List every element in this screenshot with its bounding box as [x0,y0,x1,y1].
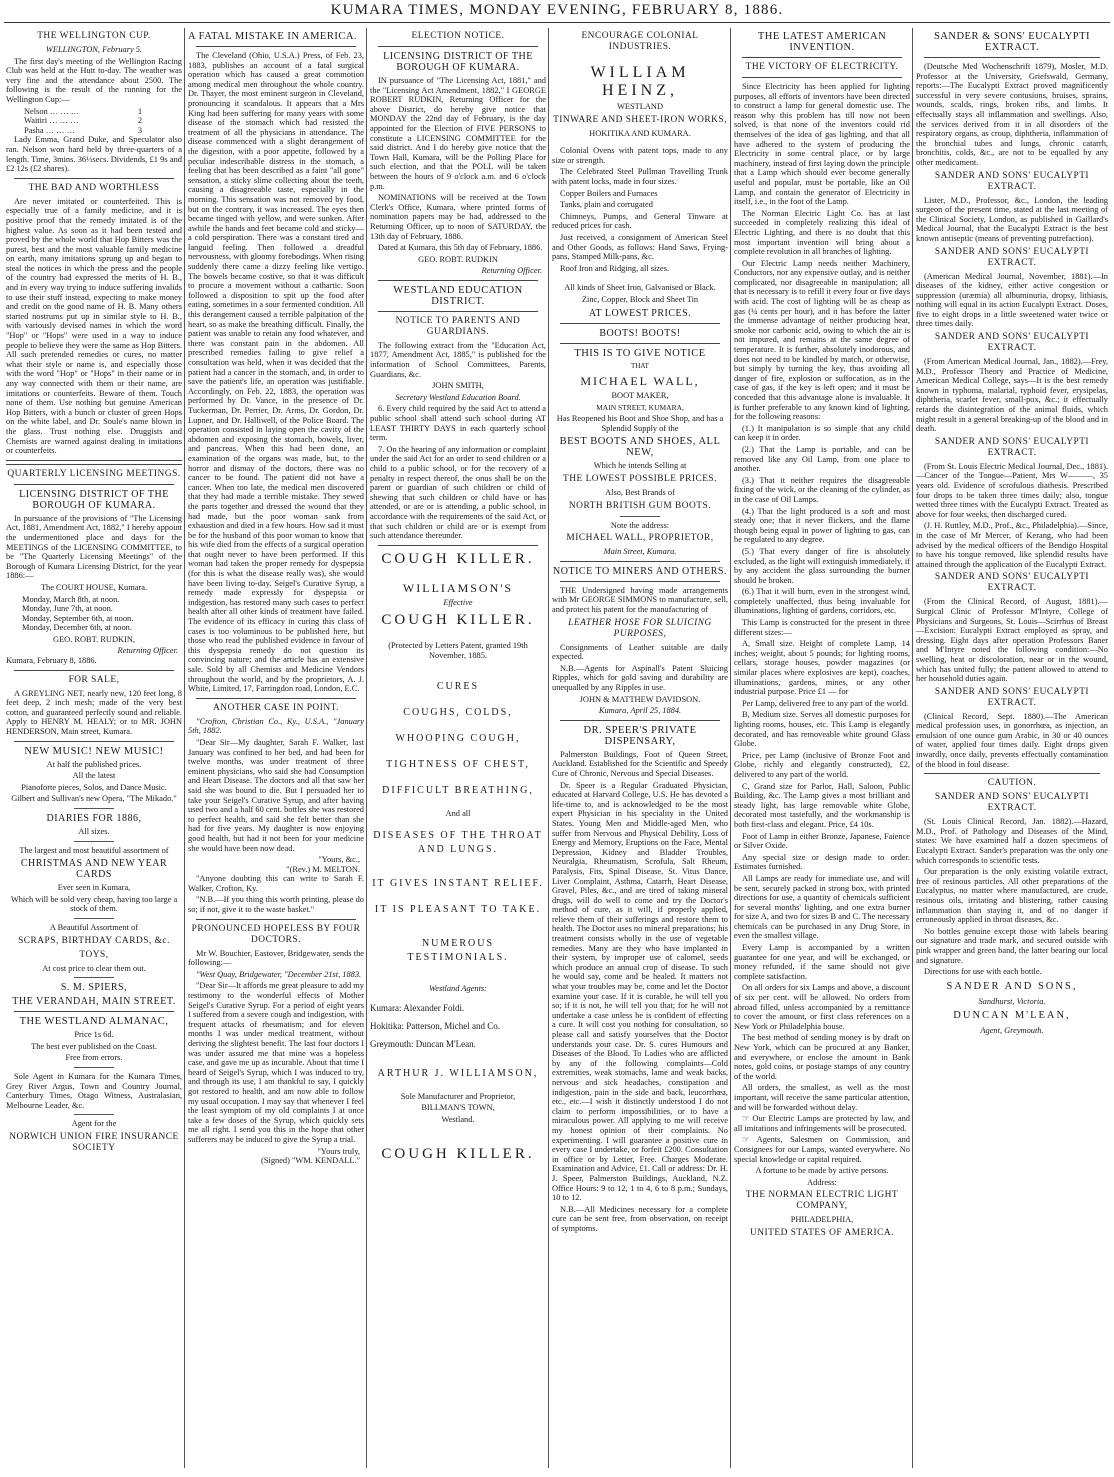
heinz-name: WILLIAM HEINZ, [590,64,690,99]
education-notice: NOTICE TO PARENTS AND GUARDIANS. [395,315,521,337]
cup-tail: Lady Emma, Grand Duke, and Speculator also ran. Nelson won hard held by three-quarters of a length. Time, 3mins. 36⅓secs. Dividends, £1 9s and £2 12s (£2 shares). [6,135,182,174]
divider [560,720,720,721]
boots-heading: BOOTS! BOOTS! [599,327,681,339]
sander-p5b: (J. H. Ruttley, M.D., Prof., &c., Philadelphia).—Since, in the case of Mr Mercer, of Kerang, who had been advised by the medical officers of the Bendigo Hospital to have his tongue removed, like splendid results have attained through the application of the Eucalypti Extract. [916,521,1108,569]
wall-addr: Main Street, Kumara. [603,547,677,557]
heinz-works: TINWARE AND SHEET-IRON WORKS, [553,114,727,125]
method-note: The best method of sending money is by draft on New York, which can be procured at any Banker, and everywhere, or enclose the amount in Bank notes, gold coins, or postage stamps of any country of the world. [734,1033,910,1081]
divider [378,46,538,47]
almanac-sub: The best ever published on the Coast. [31,1041,157,1051]
column-rule [366,28,367,1468]
maker-name: ARTHUR J. WILLIAMSON, [377,1067,539,1079]
diaries-heading: DIARIES FOR 1886, [46,813,142,824]
sander-subheading: SANDER AND SONS' EUCALYPTI EXTRACT. [934,572,1090,594]
agent-for: Agent for the [71,1119,117,1129]
size-a: A, Small size. Height of complete Lamp, 14 inches; weight, about 5 pounds; for lighting rooms, cellars, storage houses, powder magazines (or similar places where explosives are kept), coaches, illuminations, gardens, mines, or any other industrial purpose. Price £1 — for [734,639,910,697]
column-rule [730,28,731,1468]
xmas-line: Ever seen in Kumara, [57,883,131,893]
heinz-item: The Celebrated Steel Pullman Travelling Trunk with patent locks, made in four sizes. [552,167,728,186]
divider [74,977,114,978]
for-sale-body: A GREYLING NET, nearly new, 120 feet long, 8 feet deep, 2 inch mesh; made of the very best cotton, and guaranteed perfectly sound and reliable. Apply to HENRY M. HEALY; or to MR. JOHN HENDERSON, Main street, Kumara. [6,688,182,737]
music-line: Gilbert and Sullivan's new Opera, "The Mikado." [11,794,177,804]
sander-p1: (Deutsche Med Wochenschrift 1879), Mosler, M.D. Professor at the University, Griefswald, Germany, reports:—The Eucalypti Extract proved magnificently successful in very severe contusions, bruises, sprains, wounds, scalds, rings, broken ribs, and limbs. It effectually stays all inflammation and swellings. Also, the services derived from it in all disorders of the respiratory organs, as croup, diphtheria, inflammation of the bronchial tubes and lungs, chronic catarrh, bronchitis, colds, &c., are not to be equalled by any other medicament. [916,62,1108,167]
column-4 [552,28,728,1468]
norwich-union: NORWICH UNION FIRE INSURANCE SOCIETY [9,1131,179,1153]
cup-results [6,107,182,136]
wall-body: Has Reopened his Boot and Shoe Shop, and has a Splendid Supply of the [556,414,724,433]
diaries-sub: All sizes. [78,827,110,836]
sander-heading: SANDER & SONS' EUCALYPTI EXTRACT. [933,31,1091,53]
williamsons: WILLIAMSON'S [402,580,514,595]
election-dated: Dated at Kumara, this 5th day of February, 1886. [378,243,543,253]
divider [14,178,174,179]
cures-item: DIFFICULT BREATHING, [382,784,534,796]
reason-item: (5.) That every danger of fire is absolutely excluded, as the light will extinguish immediately, if by any accident the glass surrounding the burner should be broken. [734,546,910,585]
cures-item: TIGHTNESS OF CHEST, [386,758,530,770]
cures-item: COUGHS, COLDS, [403,706,513,718]
licensing-date: Kumara, February 8, 1886. [6,656,97,666]
miners-body: THE Undersigned having made arrangements with Mr GEORGE SIMMONS to manufacture, sell, and protect his patent for the manufacturing of [552,585,728,615]
wall-street: MAIN STREET, KUMARA, [596,402,684,412]
size-b: B, Medium size. Serves all domestic purposes for lighting rooms, houses, etc. This Lamp is elegantly decorated, and has removeable white ground Glass Globe. [734,710,910,749]
sander-subheading: SANDER AND SONS' EUCALYPTI EXTRACT. [934,436,1090,458]
election-role: Returning Officer. [481,266,542,276]
cup-dateline: WELLINGTON, February 5. [45,45,143,54]
election-signature: GEO. ROBT. RUDKIN [418,254,498,264]
heinz-item: Copper Boilers and Furnaces [560,188,658,198]
encourage-heading: ENCOURAGE COLONIAL INDUSTRIES. [581,31,699,52]
cures-item: WHOOPING COUGH, [395,732,521,744]
another-case-ps1: "Anyone doubting this can write to Sarah F. Walker, Crofton, Ky. [188,874,364,893]
divider [560,323,720,324]
heinz-sheet: All kinds of Sheet Iron, Galvanised or Black. [564,283,716,293]
verandah-address: THE VERANDAH, MAIN STREET. [12,996,176,1008]
speer-nb: N.B.—All Medicines necessary for a complete cure can be sent free, from observation, on receipt of symptoms. [552,1204,728,1233]
protected-note: ☞ Our Electric Lamps are protected by law, and all imitations and infringements will be prosecuted. [734,1114,910,1133]
orders-note: All orders, the smallest, as well as the most important, will receive the same particular attention, and will be forwarded without delay. [734,1083,910,1112]
wall-note: Note the address: [610,520,670,530]
divider [74,1114,114,1115]
education-signature: JOHN SMITH, [432,381,484,391]
agents-heading: Westland Agents: [429,984,487,994]
sander-signature: SANDER AND SONS, [946,980,1078,992]
miners-consign: Consignments of Leather suitable are daily expected. [552,642,728,662]
wall-that: THAT [631,361,649,370]
heinz-prices: AT LOWEST PRICES. [588,307,692,319]
cup-body: The first day's meeting of the Wellington Racing Club was held at the Hutt to-day. The weather was very fine and the attendance about 2500. The following is the result of the running for the Wellington Cup:— [6,56,182,104]
wall-best: BEST BOOTS AND SHOES, ALL NEW, [559,436,721,459]
cures-item: DISEASES OF THE THROAT AND LUNGS. [373,830,543,856]
cough-killer-heading: COUGH KILLER. [381,550,535,567]
divider [14,741,174,742]
sander-subheading: SANDER AND SONS' EUCALYPTI EXTRACT. [934,170,1090,192]
sizes-intro: This Lamp is constructed for the present in three different sizes:— [734,618,910,637]
maker-role: Sole Manufacturer and Proprietor, [400,1091,516,1101]
another-case-ps2: "N.B.—If you thing this worth printing, please do so; if not, give it to the waste basket." [188,895,364,915]
masthead: KUMARA TIMES, MONDAY EVENING, FEBRUARY 8, 1886. [330,2,784,18]
reason-item: (2.) That the Lamp is portable, and can be removed like any Oil Lamp, from one place to another. [734,444,910,474]
wall-trade: BOOT MAKER, [611,391,669,401]
electric-body-2: The Norman Electric Light Co. has at last succeeded in completely realizing this ideal of Electric Lighting, and there is no doubt that this most important invention will bring about a complete revolution in all branches of lighting. [734,208,910,257]
licensing-body: In pursuance of the provisions of "The Licensing Act, 1881, Amendment Act, 1882," I hereby appoint the undermentioned place and days for the MEETINGS of the LICENSING COMMITTEE, to be "The Quarterly Licensing Meetings" of the Borough of Kumara Licensing District, for the year 1886:— [6,513,182,581]
size-a-price: Per Lamp, delivered free to any part of the world. [742,698,909,708]
agent-name: DUNCAN M'LEAN, [953,1010,1071,1022]
divider [74,808,114,809]
ready-note: All Lamps are ready for immediate use, and will be sent, securely packed in strong box, with printed directions for use, a quantity of chemicals sufficient for several months' lighting, and one extra burner for size A, and two for sizes B and C. The necessary chemicals can be purchased in any Drug Store, in even the smallest village. [734,873,910,941]
fortune-note: A fortune to be made by active persons. [755,1166,889,1176]
licensing-place: The COURT HOUSE, Kumara. [40,582,148,592]
divider [560,343,720,344]
divider [196,698,356,699]
reason-item: (3.) That it neither requires the disagreeable fixing of the wick, or the cleaning of the cylinder, as in the case of Oil Lamps. [734,475,910,504]
education-heading: WESTLAND EDUCATION DISTRICT. [393,284,523,307]
speer-body: Dr. Speer is a Regular Graduated Physician, educated at Harvard College, U.S. He has devoted a life-time to, and is acknowledged to be the most expert Physician in his speciality in the United States. Young Men and Middle-aged Men, who suffer from Nervous and Physical Debility, Loss of Energy and Memory, Eruptions on the Face, Mental Depression, Kidney and Bladder Troubles, Neuralgia, Rheumatism, Scrofula, Salt Rheum, Paralysis, Fits, Spinal Disease, St. Vitus Dance, Liver Complaint, Asthma, Catarrh, Heart Disease, Gravel, Piles, &c., and are tired of taking mineral drugs, will do well to come and try the Doctor's method of cure, as it will, if properly applied, relieve them of their sufferings and restore them to health. The Doctor uses no mineral preparations; his treatment consists wholly in the use of vegetable remedies. Many are they who have implanted in their system, by improper use of calomel, seeds which produce an annual crop of disease. To such he would say, come and be healed. It matters not what your troubles may be, come and let the Doctor examine your case. If it is curable, he will tell you so; if it is not, he will tell you that; for he will not undertake a case unless he is confident of effecting a cure. It will cost you nothing for consultation, so please call and satisfy yourselves that the Doctor understands your case. Dr. S. cures Humours and Diseases of the Blood. To Ladies who are afflicted by any of the following complaints—Cold extremities, weak stomachs, lame and weak backs, nervous and sick headaches, constipation and indigestion, pain in the side and back, leucorrhœa, etc., etc.—I wish it distinctly understood I do not claim to perform impossibilities, or to have a miraculous power. All applying to me will receive my honest opinion of their complaints. No experimenting. I will guarantee a positive cure in every case I undertake, or forfeit £200. Consultation in office or by Letter, Free. Charges Moderate. Examination and Advice, £1. Call or address: Dr. H. J. Speer, Palmerston Buildings, Auckland, N.Z. Office Hours: 9 to 12, 1 to 4, 6 to 8 p.m.; Sundays, 10 to 12. [552,780,728,1203]
education-p7: 7. On the hearing of any information or complaint under the said Act for an order to send children or a child to a public school, or for the recovery of a penalty in respect thereof, the onus shall be on the parent or guardian of such children or child of shewing that such children or child have or has attended, or are or is attending, a public school, in accordance with the requirements of the said Act, or that such children or child are or is exempt from such attendance thereunder. [370,444,546,541]
xmas-intro: The largest and most beautiful assortment of [19,845,169,855]
bad-worthless-body: Are never imitated or counterfeited. This is especially true of a family medicine, and it is positive proof that the remedy imitated is of the highest value. As soon as it had been tested and proved by the whole world that Hop Bitters was the purest, best and the most valuable family medicine on earth, many imitations sprung up and began to steal the notices in which the press and the people of the country had expressed the merits of H. B., and in every way trying to induce suffering invalids to use their stuff instead, expecting to make money and credit on the good name of H. B. Many others started nostrums put up in similar style to H. B., with variously devised names in which the word "Hop" or "Hops" were used in a way to induce people to believe they were the same as Hop Bitters. All such pretended remedies or cures, no matter what their style or name is, and especially those with the word "Hop" or "Hops" in their name or in any way connected with them or their name, are imitations or counterfeits. Beware of them. Touch none of them. Use nothing but genuine American Hop Bitters, with a bunch or cluster of green Hops on the white label, and Dr. Soule's name blown in the glass. Trust nothing else. Druggists and Chemists are warned against dealing in imitations or counterfeits. [6,196,182,456]
education-p6: 6. Every child required by the said Act to attend a public school shall attend such school during AT LEAST THIRTY DAYS in each quarterly school term. [370,404,546,443]
hopeless-body: "Dear Sir—It affords me great pleasure to add my testimony to the wonderful effects of Mother Seigel's Curative Syrup. For a period of eight years I suffered from a severe cough and indigestion, with frequent attacks of rheumatism; and for eleven months I was under medical treatment, without deriving the slightest benefit. The last four doctors I was under assured me that mine was a hopeless case, and gave me up as incurable. About that time I heard of Seigel's Syrup, which I was induced to try, and through its use, I am thankful to say, I quickly got restored to health, and am now able to follow my usual occupation. I may say that whenever I feel the least symptom of my old complaints I at once take a few doses of the Syrup, which quickly sets me all right. I send you this in the hope that other sufferers may be induced to give the Syrup a trial. [188,981,364,1144]
divider [742,57,902,58]
heinz-sub: WESTLAND [616,102,664,111]
hopeless-intro: Mr W. Bouchier, Eastover, Bridgewater, sends the following:— [188,948,364,968]
cough-killer-title: COUGH KILLER. [381,612,535,629]
sander-p8: (St. Louis Clinical Record, Jan. 1882).—Hazard, M.D., Prof. of Pathology and Diseases of the Mind, states: We have examined half a dozen specimens of Eucalypti Extract. Sander's preparation was the only one which corresponds to scientific tests. [916,817,1108,865]
election-body: IN pursuance of "The Licensing Act, 1881," and the "Licensing Act Amendment, 1882," I GEORGE ROBERT RUDKIN, Returning Officer for the above District, do hereby give notice that MONDAY the 22nd day of February, is the day appointed for the Election of FIVE PERSONS to constitute a LICENSING COMMITTEE for the said district. And I do hereby give notice that the Town Hall, Kumara, will be the Polling Place for such election, and that the POLL will be taken between the hours of 9 o'clock a.m. and 6 o'clock p.m. [370,76,546,191]
sander-p9: Our preparation is the only existing volatile extract, free of resinous particles. All other preparations of the Eucalyptus, no matter where manufactured, are crude, resinous oils, irritating and blistering, rather causing inflammation than staying it, and of no danger if erroneously applied in throat diseases, &c. [916,867,1108,925]
protected-note: (Protected by Letters Patent, granted 19th November, 1885. [388,641,528,660]
sander-p5: (From St. Louis Electric Medical Journal, Dec., 1881).—Cancer of the Tongue—Patient, Mrs W———, 35 years old. Evidence of scrofulous diathesis. Prescribed four drops to be taken three times daily; also, tongue wetted three times with the Eucalypti Extract. Treated as above for four weeks, then discharged cured. [916,461,1108,519]
new-music-heading: NEW MUSIC! NEW MUSIC! [24,745,164,757]
testimonials: NUMEROUS TESTIMONIALS. [407,938,509,964]
almanac-heading: THE WESTLAND ALMANAC, [19,1016,169,1028]
column-5 [734,28,910,1468]
effective: Effective [443,597,473,607]
column-3 [370,28,546,1468]
licensing-signature: GEO. ROBT. RUDKIN, [53,634,135,644]
latest-invention-heading: THE LATEST AMERICAN INVENTION. [757,31,887,53]
company-city: PHILADELPHIA, [790,1215,854,1225]
divider [560,561,720,562]
divider [74,841,114,842]
discount-note: On all orders for six Lamps and above, a discount of six per cent. will be allowed. No orders from abroad filled, unless accompanied by a remittance to cover the amount, or first class references on a New York or Philadelphia house. [734,983,910,1031]
heinz-item: Colonial Ovens with patent tops, made to any size or strength. [552,146,728,165]
wall-prices: THE LOWEST POSSIBLE PRICES. [563,474,717,485]
sander-place: Sandhurst, Victoria. [978,996,1046,1006]
reason-item: (6.) That it will burn, even in the strongest wind, completely unaffected, thus being invaluable for illuminations, lighting of gardens, corridors, etc. [734,587,910,616]
column-rule [184,28,185,1468]
new-music-sub: At half the published prices. [46,759,142,769]
size-c: C, Grand size for Parlor, Hall, Saloon, Public Building, &c. The Lamp gives a most brilliant and steady light, has large removable white Globe, decorated most tastefully, and the workmanship is both first-class and elegant. Price, £4 10s. [734,781,910,829]
wall-sell: Which he intends Selling at [593,461,687,471]
cough-killer-footer: COUGH KILLER. [381,1145,535,1162]
victory-heading: THE VICTORY OF ELECTRICITY. [745,62,899,72]
column-1 [6,28,182,1468]
miners-nb: N.B.—Agents for Aspinall's Patent Sluicing Ripples, which for gold saving and durability are unequalled by any Ripples in use. [552,663,728,692]
election-title: LICENSING DISTRICT OF THE BOROUGH OF KUMARA. [383,51,533,73]
sander-p10: No bottles genuine except those with labels bearing our signature and trade mark, and secured outside with pink wrapper and green band, the latter bearing our local and signature. [916,926,1108,965]
wall-gum: NORTH BRITISH GUM BOOTS. [568,500,712,511]
special-size: Any special size or design made to order. Estimates furnished. [734,852,910,872]
education-body: The following extract from the "Education Act, 1877, Amendment Act, 1885," is published for the information of School Committees, Parents, Guardians, &c. [370,340,546,379]
heinz-zinc: Zinc, Copper, Block and Sheet Tin [581,294,699,304]
scraps-intro: A Beautiful Assortment of [49,922,139,932]
heinz-location: HOKITIKA AND KUMARA. [589,128,691,138]
hopeless-signature: (Signed) "WM. KENDALL." [261,1156,360,1166]
another-case-yours: "Yours, &c., [318,855,360,865]
wall-intro: THIS IS TO GIVE NOTICE [574,347,706,359]
spiers-name: S. M. SPIERS, [60,982,128,994]
for-sale-heading: FOR SALE, [68,674,120,685]
heinz-items [552,146,728,273]
divider [14,484,174,485]
result-row: Nelson … … … 1 [24,106,142,116]
divider [378,545,538,546]
sander-p4: (From American Medical Journal, Jan., 1882).—Frey, M.D., Professor Theory and Practice of Medicine, American Medical College, says—It is the best remedy known in typhoma, malarial, typhoid fever, erysipelas, diphtheria, scarlet fever, small-pox, &c.; it effectually retards the disintegration of the animal fluids, which might result in a general breaking-up of the blood and in death. [916,357,1108,434]
agent-item: Kumara: Alexander Foldi. [370,1002,465,1013]
almanac-price: Price 1s 6d. [74,1030,114,1040]
divider [924,57,1100,58]
wall-name: MICHAEL WALL, [580,374,700,389]
divider [196,46,356,47]
divider [6,460,182,465]
electric-body-3: Our Electric Lamp needs neither Machinery, Conductors, nor any expensive outlay, and is neither complicated, nor disagreeable in manipulation; all that is necessary is to refill it every four or five days with acid. The cost of lighting will be as cheap as gas (¼ cents per hour), and it has before the latter the immense advantage of neither producing heat, smoke nor carbonic acid, owing to which the air is not impured, and remains at the same degree of temperature. It is further, absolutely inodorous, and does not need to be kindled by match, or otherwise, but simply by turning the key, thus avoiding all danger of fire, explosion or suffocation, as in the case of gas, if the key is left open; and it must be conceded that this advantage alone is invaluable. It is further preferable to any known kind of lighting, for the following reasons: [734,258,910,422]
education-role: Secretary Westland Education Board. [395,392,521,402]
agents-note: ☞ Agents, Salesmen on Commission, and Consignees for our Lamps, wanted everywhere. No special knowledge or capital required. [734,1135,910,1164]
fatal-mistake-body: The Cleveland (Ohio, U.S.A.) Press, of Feb. 23, 1883, publishes an account of a fatal surgical operation which has caused a great commotion among medical men throughout the whole country. Dr. Thayer, the most eminent surgeon in Cleveland, pronouncing it scandalous. It appears that a Mrs King had been suffering for many years with some disease of the stomach which had resisted the treatment of all the physicians in attendance. The disease commenced with a slight derangement of the digestion, with a poor appetite, followed by a peculiar indescribable distress in the stomach, a feeling that has been described as a faint "all gone" sensation, a sticky slime collecting about the teeth, causing a disagreeable taste, especially in the morning. This sensation was not removed by food, but on the contrary, it was increased. The eyes then became tinged with yellow, and were sunken. After awhile the hands and feet became cold and sticky—a cold perspiration. There was a constant tired and languid feeling. Then followed a dreadful nervousness, with gloomy forebodings. When rising suddenly there came a dizzy feeling like vertigo. The bowels became costive, so that it was difficult to procure a movement without a cathartic. Soon followed a disposition to spit up the food after eating, sometimes in a sour fermented condition. All this derangement caused a terrible palpitation of the heart, so as make the breathing difficult. Finally, the patient was unable to retain any food whatever, and there was constant pain in the abdomen. All prescribed remedies failing to give relief a consultation was held, when it was decided that the patient had a cancer in the stomach, and, in order to save the patient's life, an operation was justifiable. Accordingly, on Feb. 22, 1883, the operation was performed by Dr. Vance, in the presence of Dr. Tuckerman, Dr. Perrier, Dr. Arms, Dr. Gordon, Dr. Lupner, and Dr. Halliwell, of the Police Board. The operation consisted in laying open the cavity of the abdomen and exposing the stomach, bowels, liver, and pancreas. When this had been done, an examination of the organs was made, but, to the horror and dismay of the doctors, there was no cancer to be found. The patient did not have a cancer. When too late, the medical men discovered that they had made a terrible mistake. They sewed the parts together and dressed the wound that they had made, but the poor woman sank from exhaustion and died in a few hours. How sad it must be for the husband of this poor woman to know that his wife died from the effects of a surgical operation that ought never to have been performed. If this woman had taken the proper remedy for dyspepsia (for this is what the disease really was), she would have been living to-day. Seigel's Curative Syrup, a remedy made expressly for dyspepsia or indigestion, has restored many such cases to perfect health after all other kinds of treatment have failed. The evidence of its efficacy in curing this class of cases is too voluminous to be published here, but those who read the published evidence in favour of this dyspepsia remedy do not question its convincing nature; and the article has an extensive sale. Sold by all Chemists and Medicine Vendors throughout the world, and by the proprietors, A. J. White, Limited, 17, Farringdon road, London, E.C. [188,51,364,694]
heinz-item: Chimneys, Pumps, and General Tinware at reduced prices for cash. [552,211,728,231]
reason-item: (1.) It manipulation is so simple that any child can keep it in order. [734,423,910,443]
election-heading: ELECTION NOTICE. [411,31,505,41]
divider [924,773,1100,774]
another-case-dateline: "Crofton, Christian Co., Ky., U.S.A., "January 5th, 1882. [188,716,364,736]
hopeless-dateline: "West Quay, Bridgewater, "December 21st, 1883. [196,969,362,979]
agent-text: Sole Agent in Kumara for the Kumara Times, Grey River Argus, Town and Country Journal, Canterbury Times, Otago Witness, Australasian, Melbourne Leader, &c. [6,1071,182,1110]
wall-prop: MICHAEL WALL, PROPRIETOR, [566,533,714,544]
almanac-free: Free from errors. [65,1053,123,1063]
agent-place: Agent, Greymouth. [980,1026,1044,1036]
electric-body-1: Since Electricity has been applied for lighting purposes, all efforts of inventors have been directed to construct a lamp for general domestic use. The reason why this problem has till now not been solved, is that none of the inventors could rid themselves of the idea of gas lighting, and that all have adhered to the system of producing the Electricity in some central place, or by large machinery, instead of first laying down the principle that a Lamp which should ever become generally useful and popular, must be portable, like an Oil Lamp, and contain the generator of Electricity in itself, i.e., in the foot of the Lamp. [734,82,910,207]
miners-date: Kumara, April 25, 1884. [598,706,682,716]
speer-heading: DR. SPEER'S PRIVATE DISPENSARY, [583,724,697,747]
sander-p6: (From the Clinical Record, of August, 1881).—Surgical Clinic of Professor M'Intyre, College of Physicians and Surgeons, St. Louis—Scirrhus of Breast—Excision: Eucalypti Extract employed as spray, and dressing. Eight days after operation Professors Baner and M'Intyre noted the following condition:—No swelling, heat or discoloration, near or in the wound, which has united fully; the patient allowed to attend to her household duties again. [916,597,1108,684]
toys-heading: TOYS, [79,949,109,960]
size-c-foot: Foot of Lamp in either Bronze, Japanese, Faience or Silver Oxide. [734,831,910,851]
speer-address: Palmerston Buildings, Foot of Queen Street, Auckland. Established for the Scientific and Speedy Cure of Chronic, Nervous and Special Diseases. [552,749,728,778]
divider [560,581,720,582]
size-b-price: Price, per Lamp (inclusive of Bronze Foot and Globe, richly and elegantly constructed), £2, delivered to any part of the world. [734,750,910,779]
heinz-item: Roof Iron and Ridging, all sizes. [560,263,670,273]
divider [196,919,356,920]
miners-heading: NOTICE TO MINERS AND OTHERS. [553,565,727,577]
column-rule [548,28,549,1468]
agents-list [370,1002,546,1050]
address-label: Address: [807,1177,837,1187]
company-country: UNITED STATES OF AMERICA. [749,1227,895,1238]
election-nominations: NOMINATIONS will be received at the Town Clerk's Office, Kumara, where printed forms of nomination papers may be had, addressed to the Returning Officer, up to noon of SATURDAY, the 13th day of February, 1886. [370,193,546,241]
maker-town: BILLMAN'S TOWN, [421,1103,495,1113]
hopeless-heading: PRONOUNCED HOPELESS BY FOUR DOCTORS. [191,923,361,945]
xmas-line: Which will be sold very cheap, having too large a stock of them. [10,894,178,914]
sander-subheading: SANDER AND SONS' EUCALYPTI EXTRACT. [934,332,1090,354]
divider [742,77,902,78]
pleasant: IT IS PLEASANT TO TAKE. [374,904,542,916]
heinz-item: Just received, a consignment of American Steel and Other Goods, as follows: Hand Saws, Frying-pans, Stamped Milk-pans, &c. [552,232,728,262]
column-6 [916,28,1108,1468]
result-row: Waitiri … … … 2 [24,116,142,126]
divider [14,670,174,671]
licensing-role: Returning Officer. [117,646,178,656]
divider [378,311,538,312]
caution-heading: CAUTION. [987,778,1037,789]
another-case-signature: "(Rev.) M. MELTON. [286,864,360,874]
instant-relief: IT GIVES INSTANT RELIEF. [372,878,544,890]
wall-brands: Also, Best Brands of [605,488,675,498]
bad-worthless-heading: THE BAD AND WORTHLESS [28,182,160,193]
another-case-heading: ANOTHER CASE IN POINT. [213,702,339,713]
divider [74,918,114,919]
licensing-dates: Monday, March 8th, at noon. Monday, June 7th, at noon. Monday, September 6th, at noon. Monday, December 6th, at noon. [22,594,134,633]
miners-hose: LEATHER HOSE FOR SLUICING PURPOSES, [568,617,712,639]
sander-subheading: SANDER AND SONS' EUCALYPTI EXTRACT. [934,686,1090,708]
music-line: Pianoforte pieces, Solos, and Dance Music. [21,782,167,792]
wellington-cup-heading: THE WELLINGTON CUP. [37,31,151,41]
cures-heading: CURES [436,680,480,692]
reason-item: (4.) That the light produced is a soft and most steady one; that it never flickers, and the flame though being equal in power of lighting to gas, can be regulated to any degree. [734,506,910,545]
music-line: All the latest [72,771,116,781]
result-row: Pasha … … … 3 [24,125,142,135]
divider [620,516,660,517]
guarantee-note: Every Lamp is accompanied by a written guarantee for one year, and will be exchanged, or money refunded, if the same should not give complete satisfaction. [734,943,910,981]
scraps-heading: SCRAPS, BIRTHDAY CARDS, &c. [18,935,170,946]
xmas-cards-heading: CHRISTMAS AND NEW YEAR CARDS [20,858,168,881]
fatal-mistake-heading: A FATAL MISTAKE IN AMERICA. [188,31,358,42]
quarterly-licensing-heading: QUARTERLY LICENSING MEETINGS. [7,468,181,479]
licensing-district-title: LICENSING DISTRICT OF THE BOROUGH OF KUMARA. [19,488,169,511]
agent-item: Hokitika: Patterson, Michel and Co. [370,1020,500,1031]
another-case-body: "Dear Sir—My daughter, Sarah F. Walker, last January was confined to her bed, and had been for twelve months, was under treatment of three eminent physicians, who said she had Consumption and Heart Disease. The doctors and all that saw her said she was bound to die. But I persuaded her to take your Seigel's Curative Syrup, and after having used two and a half 60 cent. bottles she was restored to perfect health, and said she felt better than she had for five years. My daughter is now enjoying good health, but had it not been for your medicine she would have been now dead. [188,737,364,853]
sander-p3: (American Medical Journal, November, 1881).—In diseases of the kidney, either active congestion or suppression (uræmia) all albuminuria, dropsy, lithiasis, nothing will equal in its action Eucalypti Extract. Doses, five to eight drops in a little sweetened water twice or three times daily. [916,271,1108,329]
toys-sub: At cost price to clear them out. [42,963,146,973]
sander-p2: Lister, M.D., Professor, &c., London, the leading surgeon of the present time, stated at the last meeting of the Clinical Society, London, as published in Gaillard's Medical Journal, that the Eucalypti Extract is the best known antiseptic (means of preventing putrefaction). [916,195,1108,243]
agent-item: Greymouth: Duncan M'Lean. [370,1038,476,1049]
sander-subheading: SANDER AND SONS' EUCALYPTI EXTRACT. [934,792,1090,814]
miners-signature: JOHN & MATTHEW DAVIDSON. [579,694,701,704]
masthead-rule [4,22,1110,23]
divider [74,1067,114,1068]
company-name: THE NORMAN ELECTRIC LIGHT COMPANY, [745,1190,899,1212]
divider [378,280,538,281]
heinz-item: Tanks, plain and corrugated [560,200,653,210]
sander-p11: Directions for use with each bottle. [924,967,1042,977]
hopeless-yours: "Yours truly, [317,1146,360,1156]
column-rule [912,28,913,1468]
column-2 [188,28,364,1468]
cures-item: And all [445,808,471,818]
maker-place: Westland. [441,1114,475,1124]
sander-subheading: SANDER AND SONS' EUCALYPTI EXTRACT. [934,246,1090,268]
sander-p7: (Clinical Record, Sept. 1880).—The American medical profession uses, in gonorrhœa, as injection, an emulsion of one ounce gum Arabic, in 30 or 40 ounces of water, applied four times daily. Eight drops given inwardly, once daily, prevents effectually contamination of the blood in foul disease. [916,711,1108,769]
divider [14,1011,174,1012]
